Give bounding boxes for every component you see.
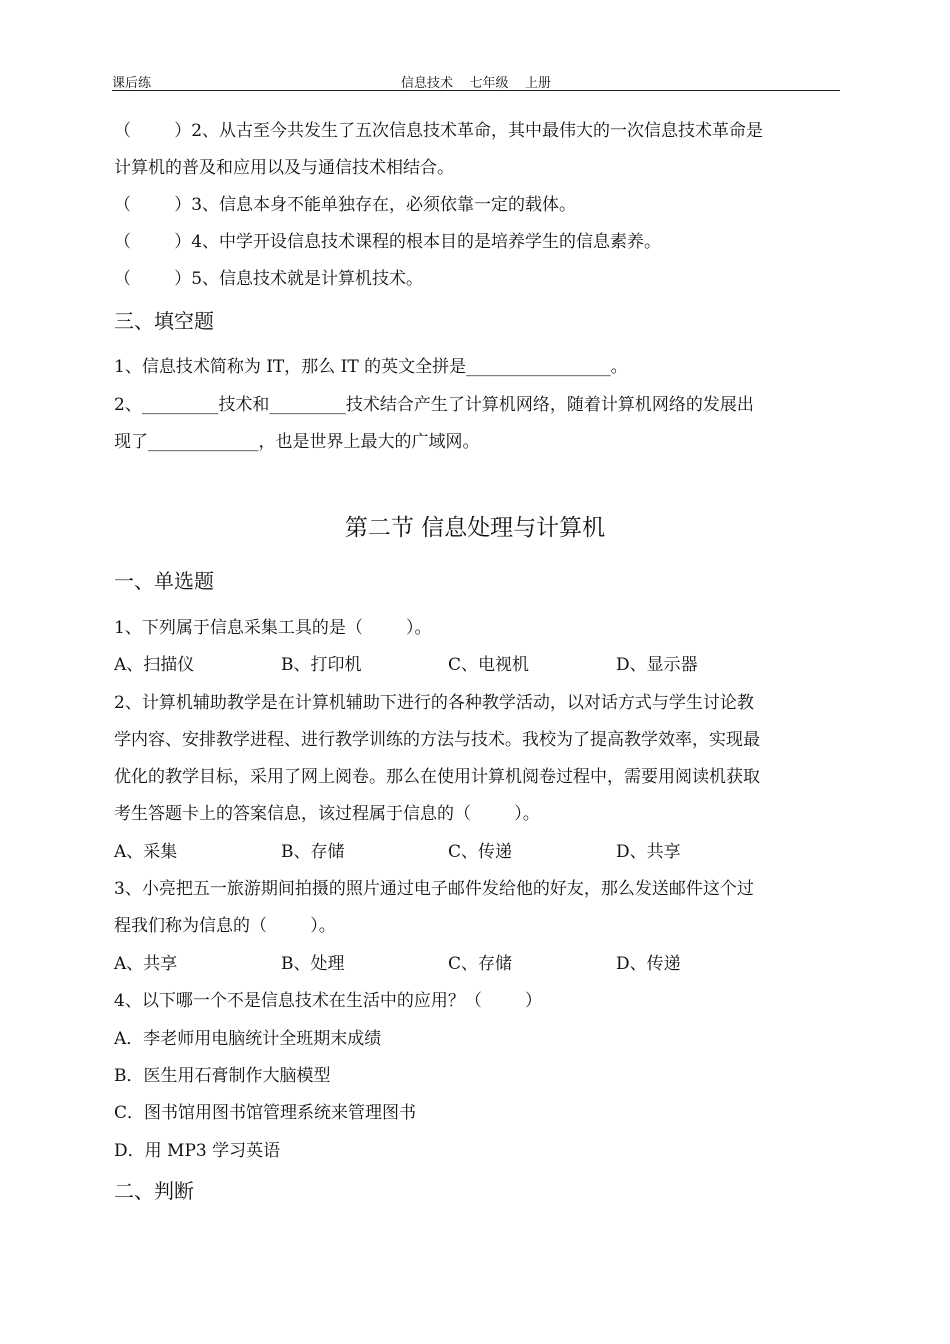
q1-option-c: C、电视机	[448, 655, 530, 675]
header-center: 信息技术 七年级 上册	[401, 76, 552, 91]
q2-stem-line-1: 2、计算机辅助教学是在计算机辅助下进行的各种教学活动，以对话方式与学生讨论教	[114, 693, 754, 713]
q2-stem-line-2: 学内容、安排教学进程、进行教学训练的方法与技术。我校为了提高教学效率，实现最	[114, 730, 760, 750]
q4-option-c: C．图书馆用图书馆管理系统来管理图书	[114, 1103, 417, 1123]
q1-option-b: B、打印机	[281, 655, 362, 675]
q2-option-a: A、采集	[114, 842, 178, 862]
q2-stem-line-4: 考生答题卡上的答案信息，该过程属于信息的（ ）。	[114, 804, 540, 824]
fill-item-2-line-1: 2、_________技术和_________技术结合产生了计算机网络，随着计算机网络的发展出	[114, 395, 754, 415]
judge-item-3: （ ）3、信息本身不能单独存在，必须依靠一定的载体。	[114, 195, 577, 215]
q3-option-a: A、共享	[114, 954, 178, 974]
q2-option-c: C、传递	[448, 842, 513, 862]
choice-heading: 一、单选题	[114, 569, 214, 593]
q3-option-c: C、存储	[448, 954, 513, 974]
q4-option-b: B．医生用石膏制作大脑模型	[114, 1066, 331, 1086]
q3-stem-line-2: 程我们称为信息的（ ）。	[114, 916, 336, 936]
fill-heading: 三、填空题	[114, 309, 214, 333]
q1-option-d: D、显示器	[616, 655, 698, 675]
page-header	[112, 70, 840, 91]
q2-option-b: B、存储	[281, 842, 345, 862]
fill-item-2-line-2: 现了_____________，也是世界上最大的广域网。	[114, 432, 480, 452]
q3-option-d: D、传递	[616, 954, 681, 974]
q1-option-a: A、扫描仪	[114, 655, 195, 675]
fill-item-1: 1、信息技术简称为 IT，那么 IT 的英文全拼是_________________。	[114, 357, 628, 377]
q4-option-a: A．李老师用电脑统计全班期末成绩	[114, 1029, 382, 1049]
q4-option-d: D．用 MP3 学习英语	[114, 1141, 281, 1161]
judge-item-5: （ ）5、信息技术就是计算机技术。	[114, 269, 424, 289]
judge-heading: 二、判断	[114, 1179, 194, 1203]
q1-stem: 1、下列属于信息采集工具的是（ ）。	[114, 618, 432, 638]
q4-stem: 4、以下哪一个不是信息技术在生活中的应用？（ ）	[114, 991, 543, 1011]
q3-option-b: B、处理	[281, 954, 345, 974]
judge-item-4: （ ）4、中学开设信息技术课程的根本目的是培养学生的信息素养。	[114, 232, 662, 252]
q3-stem-line-1: 3、小亮把五一旅游期间拍摄的照片通过电子邮件发给他的好友，那么发送邮件这个过	[114, 879, 754, 899]
header-left: 课后练	[112, 76, 152, 91]
section-title: 第二节 信息处理与计算机	[344, 515, 606, 541]
q2-stem-line-3: 优化的教学目标，采用了网上阅卷。那么在使用计算机阅卷过程中，需要用阅读机获取	[114, 767, 760, 787]
judge-item-2-line-2: 计算机的普及和应用以及与通信技术相结合。	[114, 158, 454, 178]
q2-option-d: D、共享	[616, 842, 681, 862]
judge-item-2-line-1: （ ）2、从古至今共发生了五次信息技术革命，其中最伟大的一次信息技术革命是	[114, 121, 764, 141]
